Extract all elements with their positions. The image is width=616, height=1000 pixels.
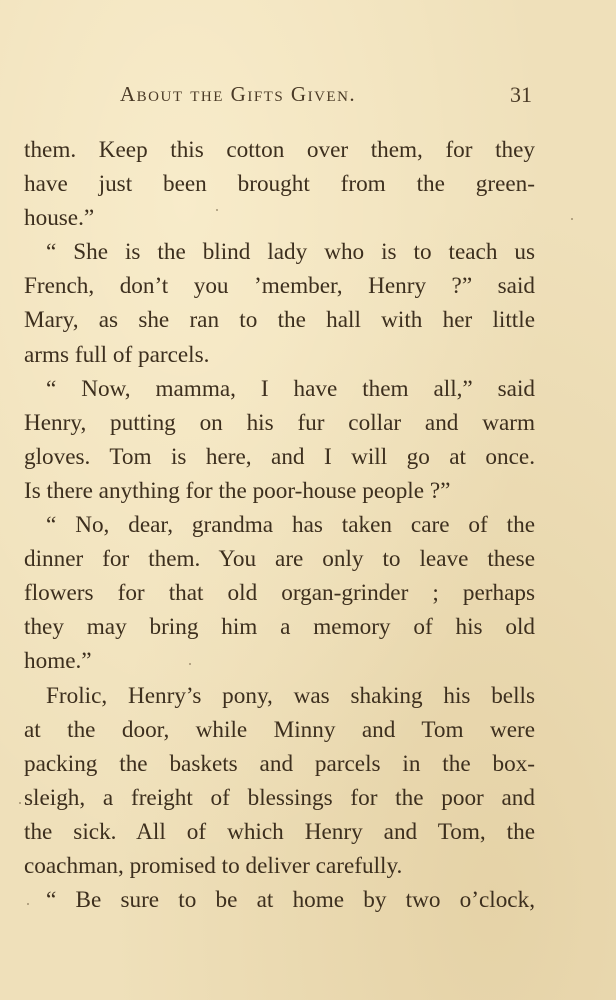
text-line: “ No, dear, grandma has taken care of the bbox=[46, 512, 535, 539]
text-line: home.” bbox=[24, 648, 92, 675]
running-head-title: About the Gifts Given. bbox=[120, 82, 357, 106]
text-line: “ Now, mamma, I have them all,” said bbox=[46, 375, 535, 402]
text-line: Is there anything for the poor-house people ?” bbox=[24, 477, 451, 504]
body-text bbox=[24, 133, 535, 917]
text-line: the sick. All of which Henry and Tom, the bbox=[24, 818, 535, 845]
text-line: “ Be sure to be at home by two o’clock, bbox=[46, 887, 535, 914]
text-line: “ She is the blind lady who is to teach us bbox=[46, 239, 535, 266]
running-head bbox=[24, 82, 536, 112]
text-line: Frolic, Henry’s pony, was shaking his bells bbox=[46, 682, 535, 709]
text-line: gloves. Tom is here, and I will go at once. bbox=[24, 443, 535, 470]
text-line: Mary, as she ran to the hall with her little bbox=[24, 307, 535, 334]
text-line: French, don’t you ’member, Henry ?” said bbox=[24, 273, 535, 300]
text-line: flowers for that old organ-grinder ; perhaps bbox=[24, 580, 535, 607]
paper-speck bbox=[189, 663, 191, 665]
text-line: Henry, putting on his fur collar and warm bbox=[24, 409, 535, 436]
paper-speck bbox=[571, 218, 573, 220]
paper-speck bbox=[19, 802, 21, 804]
text-line: dinner for them. You are only to leave these bbox=[24, 546, 535, 573]
page-number: 31 bbox=[510, 82, 532, 107]
text-line: them. Keep this cotton over them, for they bbox=[24, 137, 535, 163]
text-line: they may bring him a memory of his old bbox=[24, 614, 535, 641]
text-line: arms full of parcels. bbox=[24, 341, 210, 368]
text-line: packing the baskets and parcels in the box- bbox=[24, 750, 535, 777]
paper-speck bbox=[27, 903, 29, 905]
text-line: at the door, while Minny and Tom were bbox=[24, 716, 535, 743]
paper-speck bbox=[216, 209, 218, 211]
text-line: house.” bbox=[24, 205, 95, 232]
text-line: coachman, promised to deliver carefully. bbox=[24, 852, 403, 879]
text-line: have just been brought from the green- bbox=[24, 171, 535, 198]
text-line: sleigh, a freight of blessings for the poor and bbox=[24, 784, 535, 811]
